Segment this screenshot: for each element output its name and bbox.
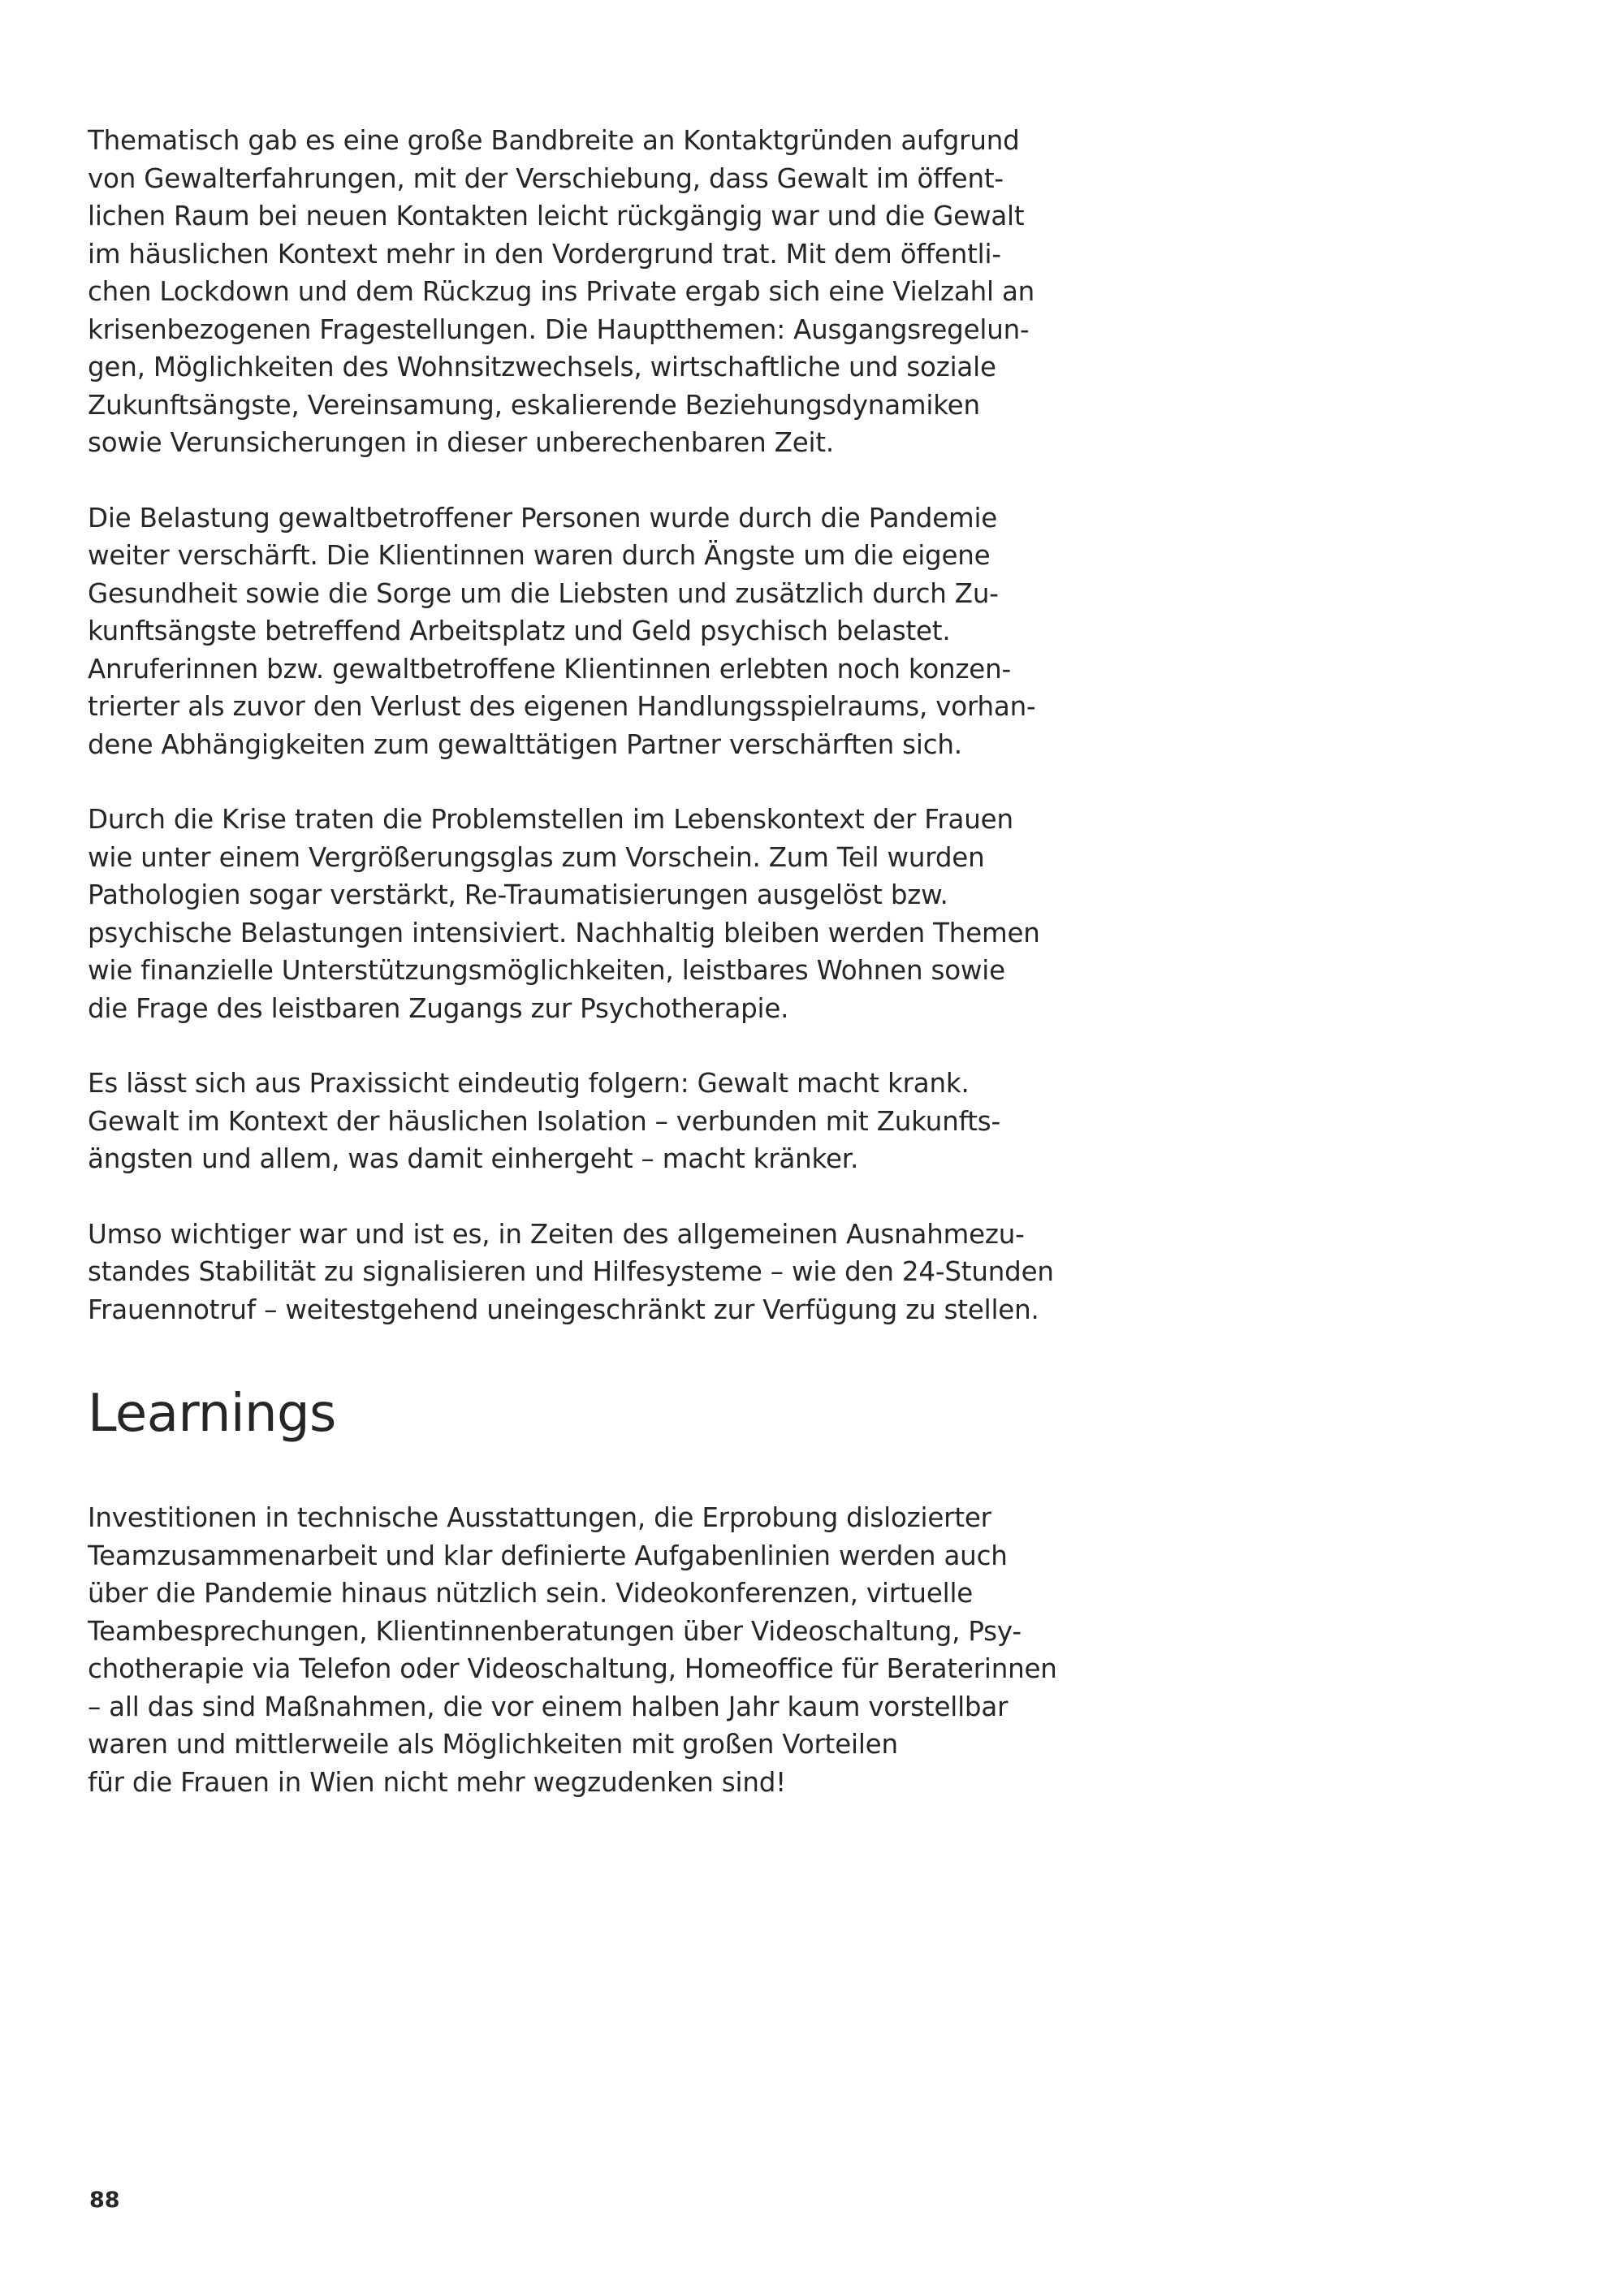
- section-heading: Learnings: [88, 1384, 336, 1444]
- text-line: für die Frauen in Wien nicht mehr wegzudenken sind!: [88, 1766, 786, 1798]
- text-line: ängsten und allem, was damit einhergeht – macht kränker.: [88, 1143, 859, 1174]
- page-content: [88, 122, 1057, 1801]
- text-line: – all das sind Maßnahmen, die vor einem halben Jahr kaum vorstellbar: [88, 1691, 1009, 1722]
- paragraph-burden: [88, 499, 1036, 764]
- text-line: Pathologien sogar verstärkt, Re-Traumatisierungen ausgelöst bzw.: [88, 879, 948, 910]
- text-line: lichen Raum bei neuen Kontakten leicht rückgängig war und die Gewalt: [88, 201, 1025, 231]
- text-line: chotherapie via Telefon oder Videoschaltung, Homeoffice für Beraterinnen: [88, 1653, 1057, 1684]
- text-line: Teambesprechungen, Klientinnenberatungen über Videoschaltung, Psy-: [88, 1615, 1021, 1647]
- text-line: Gewalt im Kontext der häuslichen Isolation – verbunden mit Zukunfts-: [88, 1105, 1001, 1137]
- text-line: chen Lockdown und dem Rückzug ins Private ergab sich eine Vielzahl an: [88, 276, 1035, 307]
- text-line: Umso wichtiger war und ist es, in Zeiten des allgemeinen Ausnahmezu-: [88, 1218, 1025, 1250]
- text-line: Frauennotruf – weitestgehend uneingeschränkt zur Verfügung zu stellen.: [88, 1294, 1039, 1325]
- text-line: die Frage des leistbaren Zugangs zur Psychotherapie.: [88, 992, 789, 1024]
- text-line: sowie Verunsicherungen in dieser unberechenbaren Zeit.: [88, 427, 834, 458]
- text-line: Teamzusammenarbeit und klar definierte Aufgabenlinien werden auch: [88, 1540, 1008, 1571]
- paragraph-learnings: [88, 1499, 1057, 1801]
- text-line: wie finanzielle Unterstützungsmöglichkeiten, leistbares Wohnen sowie: [88, 955, 1005, 986]
- text-line: psychische Belastungen intensiviert. Nachhaltig bleiben werden Themen: [88, 917, 1040, 948]
- text-line: Thematisch gab es eine große Bandbreite an Kontaktgründen aufgrund: [88, 125, 1020, 156]
- paragraph-importance: [88, 1216, 1054, 1329]
- text-line: Zukunftsängste, Vereinsamung, eskalierende Beziehungsdynamiken: [88, 389, 980, 421]
- text-line: von Gewalterfahrungen, mit der Verschiebung, dass Gewalt im öffent-: [88, 162, 1004, 194]
- text-line: Die Belastung gewaltbetroffener Personen wurde durch die Pandemie: [88, 502, 998, 534]
- text-line: Investitionen in technische Ausstattungen, die Erprobung dislozierter: [88, 1502, 991, 1533]
- text-line: trierter als zuvor den Verlust des eigenen Handlungsspielraums, vorhan-: [88, 691, 1036, 722]
- text-line: gen, Möglichkeiten des Wohnsitzwechsels, wirtschaftliche und soziale: [88, 352, 996, 382]
- text-line: krisenbezogenen Fragestellungen. Die Hauptthemen: Ausgangsregelun-: [88, 313, 1030, 345]
- text-line: Es lässt sich aus Praxissicht eindeutig folgern: Gewalt macht krank.: [88, 1068, 970, 1099]
- text-line: über die Pandemie hinaus nützlich sein. Videokonferenzen, virtuelle: [88, 1578, 974, 1609]
- text-line: waren und mittlerweile als Möglichkeiten mit großen Vorteilen: [88, 1729, 898, 1760]
- text-line: dene Abhängigkeiten zum gewalttätigen Partner verschärften sich.: [88, 728, 962, 760]
- text-line: wie unter einem Vergrößerungsglas zum Vorschein. Zum Teil wurden: [88, 841, 985, 873]
- text-line: Anruferinnen bzw. gewaltbetroffene Klientinnen erlebten noch konzen-: [88, 653, 1012, 685]
- page-number: 88: [89, 2188, 120, 2213]
- text-line: weiter verschärft. Die Klientinnen waren durch Ängste um die eigene: [88, 540, 991, 571]
- paragraph-contact-reasons: [88, 122, 1035, 462]
- text-line: standes Stabilität zu signalisieren und Hilfesysteme – wie den 24-Stunden: [88, 1256, 1054, 1287]
- paragraph-conclusion: [88, 1065, 1001, 1178]
- text-line: Durch die Krise traten die Problemstellen im Lebenskontext der Frauen: [88, 804, 1013, 835]
- text-line: im häuslichen Kontext mehr in den Vordergrund trat. Mit dem öffentli-: [88, 238, 1001, 270]
- paragraph-crisis: [88, 801, 1040, 1027]
- text-line: kunftsängste betreffend Arbeitsplatz und Geld psychisch belastet.: [88, 616, 951, 646]
- text-line: Gesundheit sowie die Sorge um die Liebsten und zusätzlich durch Zu-: [88, 577, 999, 609]
